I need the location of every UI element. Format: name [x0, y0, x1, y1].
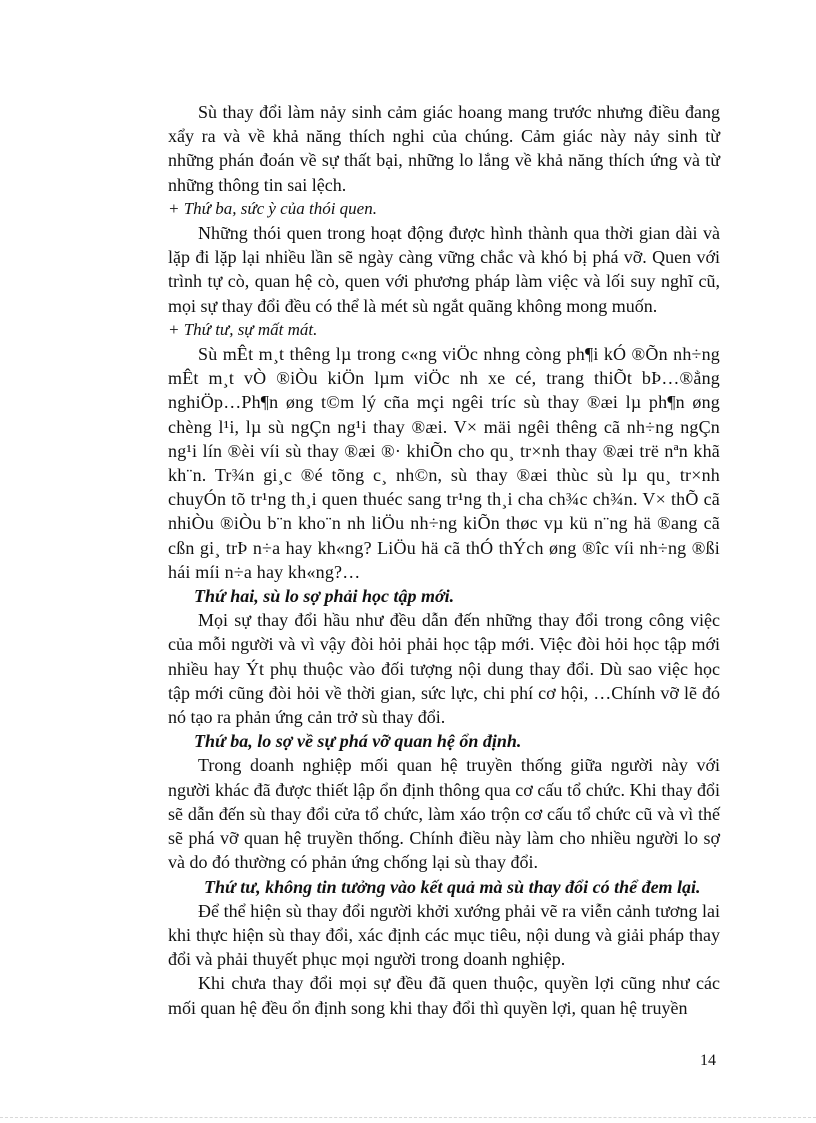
- page-body: [168, 100, 720, 1020]
- paragraph-loss-encoded: Sù mÊt m¸t thêng lµ trong c«ng viÖc nhng còng ph¶i kÓ ®Õn nh÷ng mÊt m¸t vÒ ®iÒu kiÖn lµm viÖc nh xe cé, trang thiÕt bÞ…®ẳng nghiÖp…Ph¶n øng t©m lý cña mçi ngêi tríc sù thay ®æi lµ ph¶n øng chèng l¹i, lµ sù ngÇn ng¹i thay ®æi. V× mäi ngêi thêng cã nh÷ng ngÇn ng¹i lín ®èi víi sù thay ®æi ®· khiÕn cho qu¸ tr×nh thay ®æi trë nªn khã kh¨n. Tr¾n gi¸c ®é tõng c¸ nh©n, sù thay ®æi thùc sù lµ qu¸ tr×nh chuyÓn tõ tr¹ng th¸i quen thuéc sang tr¹ng th¸i cha ch¾c ch¾n. V× thÕ cã nhiÒu ®iÒu b¨n kho¨n nh liÖu nh÷ng kiÕn thøc vµ kü n¨ng hä ®ang cã cßn gi¸ trÞ n÷a hay kh«ng? LiÖu hä cã thÓ thÝch øng ®îc víi nh÷ng ®ßi hái míi n÷a hay kh«ng?…: [168, 344, 720, 582]
- paragraph-relationships: Trong doanh nghiệp mối quan hệ truyền thống giữa người này với người khác đã được thiết lập ổn định thông qua cơ cấu tổ chức. Khi thay đổi sẽ dẫn đến sù thay đổi cửa tổ chức, làm xáo trộn cơ cấu tổ chức cũ và vì thế sẽ phá vỡ quan hệ truyền thống. Chính điều này làm cho nhiều người lo sợ và do đó thường có phản ứng chống lại sù thay đổi.: [168, 755, 720, 873]
- paragraph-learning: Mọi sự thay đổi hầu như đều dẫn đến những thay đổi trong công việc của mỗi người và vì vậy đòi hỏi phải học tập mới. Việc đòi hỏi học tập mới nhiều hay Ýt phụ thuộc vào đối tượng nội dung thay đổi. Dù sao việc học tập mới cũng đòi hỏi về thời gian, sức lực, chi phí cơ hội, …Chính vỡ lẽ đó nó tạo ra phản ứng cản trở sù thay đổi.: [168, 610, 720, 728]
- page-number: 14: [700, 1052, 716, 1069]
- heading-fear-of-relationship-break: Thứ ba, lo sợ về sự phá vỡ quan hệ ổn định.: [194, 731, 522, 752]
- subheading-loss: + Thứ tư, sự mất mát.: [168, 319, 318, 339]
- page-bottom-divider: [0, 1117, 816, 1118]
- heading-fear-of-learning: Thứ hai, sù lo sợ phải học tập mới.: [194, 586, 455, 607]
- paragraph-vision: Để thể hiện sù thay đổi người khởi xướng phải vẽ ra viễn cảnh tương lai khi thực hiện sù thay đổi, xác định các mục tiêu, nội dung và giải pháp thay đổi và phải thuyết phục mọi người trong doanh nghiệp.: [168, 900, 720, 970]
- paragraph-habits: Những thói quen trong hoạt động được hình thành qua thời gian dài và lặp đi lặp lại nhiều lần sẽ ngày càng vững chắc và khó bị phá vỡ. Quen với trình tự cò, quan hệ cò, quen với phương pháp làm việc và lối suy nghĩ cũ, mọi sự thay đổi đều có thể là mét sù ngắt quãng không mong muốn.: [168, 223, 720, 316]
- heading-distrust-of-results: Thứ tư, không tin tưởng vào kết quả mà sù thay đổi có thể đem lại.: [204, 876, 701, 897]
- subheading-habit-inertia: + Thứ ba, sức ỳ của thói quen.: [168, 198, 377, 218]
- paragraph-uncertainty: Sù thay đổi làm nảy sinh cảm giác hoang mang trước nhưng điều đang xẩy ra và về khả năng thích nghi của chúng. Cảm giác này nảy sinh từ những phán đoán về sự thất bại, những lo lắng về khả năng thích ứng và từ những thông tin sai lệch.: [168, 102, 720, 195]
- paragraph-before-change: Khi chưa thay đổi mọi sự đều đã quen thuộc, quyền lợi cũng như các mối quan hệ đều ổn định song khi thay đổi thì quyền lợi, quan hệ truyền: [168, 973, 720, 1018]
